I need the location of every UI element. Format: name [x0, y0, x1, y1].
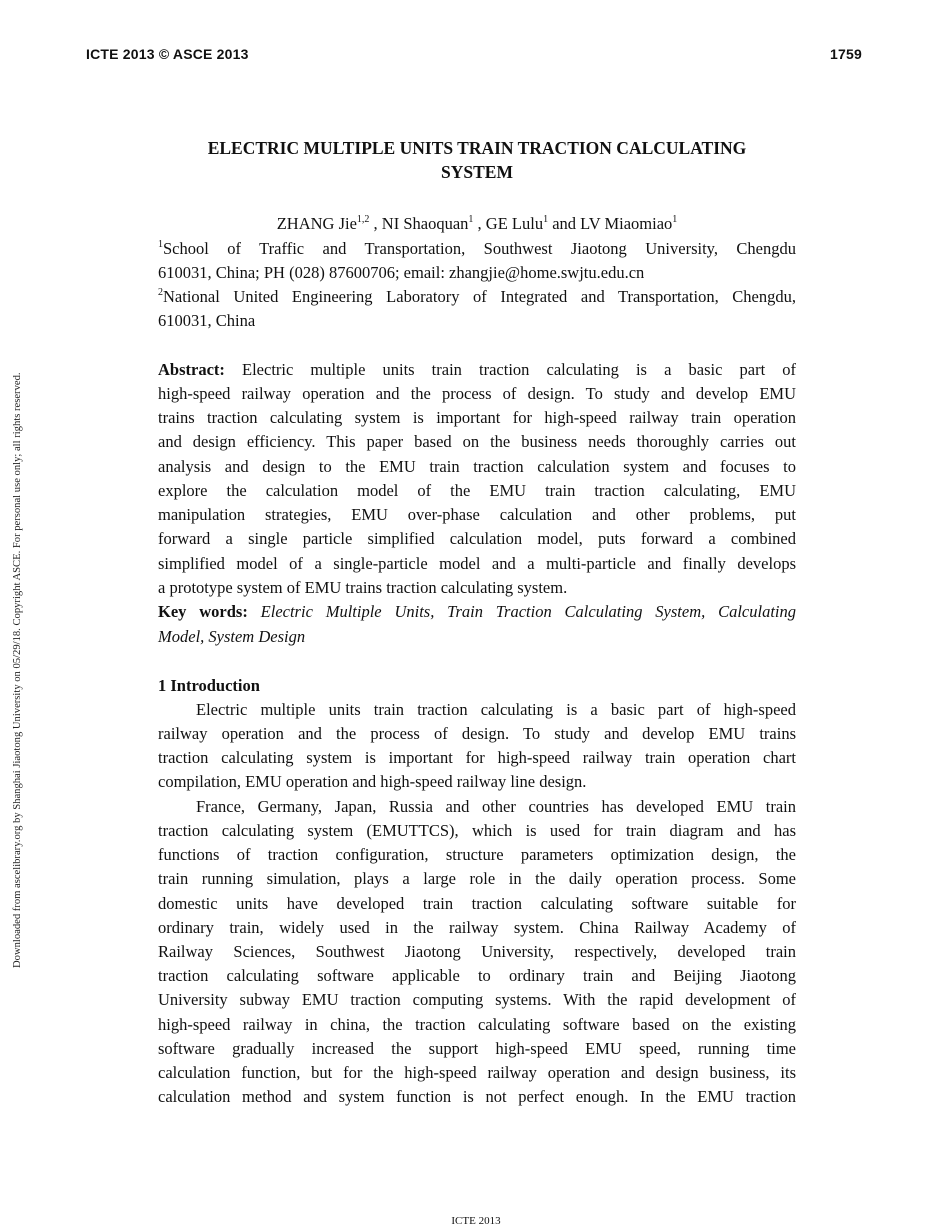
- affiliation-2-cont: 610031, China: [158, 311, 256, 330]
- body-line: Railway Sciences, Southwest Jiaotong University, respectively, developed train: [158, 942, 796, 961]
- author-affiliation-mark: 1: [468, 213, 474, 225]
- paper-title-line-1: ELECTRIC MULTIPLE UNITS TRAIN TRACTION CALCULATING: [207, 138, 747, 158]
- body-line: University subway EMU traction computing systems. With the rapid development of: [158, 990, 796, 1009]
- abstract-first-line: [158, 360, 796, 380]
- author-list: [158, 214, 796, 234]
- author-affiliation-mark: 1,2: [356, 213, 370, 225]
- body-line: Electric multiple units train traction calculating is a basic part of high-speed: [196, 700, 796, 719]
- body-line: France, Germany, Japan, Russia and other countries has developed EMU train: [196, 797, 796, 816]
- affiliation-2: [158, 287, 796, 307]
- affiliation-mark: 1: [158, 238, 163, 250]
- body-line: traction calculating system is important for high-speed railway train operation chart: [158, 748, 796, 767]
- download-notice: Downloaded from ascelibrary.org by Shanghai Jiaotong University on 05/29/18. Copyright ASCE. For personal use only; all rights reserved.: [12, 372, 23, 968]
- keywords-line: [158, 602, 796, 622]
- body-line: railway operation and the process of design. To study and develop EMU trains: [158, 724, 796, 743]
- page-footer: ICTE 2013: [451, 1215, 501, 1227]
- author-affiliation-mark: 1: [543, 213, 549, 225]
- abstract-line: simplified model of a single-particle model and a multi-particle and finally develops: [158, 554, 796, 573]
- body-line: software gradually increased the support high-speed EMU speed, running time: [158, 1039, 796, 1058]
- abstract-line: and design efficiency. This paper based on the business needs thoroughly carries out: [158, 432, 796, 451]
- abstract-line: analysis and design to the EMU train traction calculation system and focuses to: [158, 457, 796, 476]
- body-line: compilation, EMU operation and high-speed railway line design.: [158, 772, 587, 791]
- affiliation-text: School of Traffic and Transportation, Southwest Jiaotong University, Chengdu: [163, 239, 796, 258]
- keywords-text: Electric Multiple Units, Train Traction Calculating System, Calculating: [247, 602, 796, 621]
- author-name: , GE Lulu: [473, 214, 544, 233]
- abstract-line: forward a single particle simplified calculation model, puts forward a combined: [158, 529, 796, 548]
- section-heading: [158, 676, 796, 696]
- abstract-text: Electric multiple units train traction calculating is a basic part of: [224, 360, 796, 379]
- running-header-left: ICTE 2013 © ASCE 2013: [86, 46, 249, 62]
- author-name: ZHANG Jie: [276, 214, 357, 233]
- abstract-label: Abstract:: [158, 360, 225, 379]
- paper-title-line-2: SYSTEM: [441, 162, 513, 182]
- keywords-text: Model, System Design: [158, 627, 306, 646]
- keywords-label: Key words:: [158, 602, 248, 621]
- body-line: functions of traction configuration, structure parameters optimization design, the: [158, 845, 796, 864]
- affiliation-1-cont: 610031, China; PH (028) 87600706; email: zhangjie@home.swjtu.edu.cn: [158, 263, 645, 282]
- affiliation-mark: 2: [158, 286, 163, 298]
- abstract-line: manipulation strategies, EMU over-phase calculation and other problems, put: [158, 505, 796, 524]
- body-line: traction calculating system (EMUTTCS), which is used for train diagram and has: [158, 821, 796, 840]
- affiliation-1: [158, 239, 796, 259]
- body-line: ordinary train, widely used in the railway system. China Railway Academy of: [158, 918, 796, 937]
- author-affiliation-mark: 1: [672, 213, 678, 225]
- author-name: and LV Miaomiao: [548, 214, 673, 233]
- abstract-line: explore the calculation model of the EMU train traction calculating, EMU: [158, 481, 796, 500]
- abstract-line: high-speed railway operation and the process of design. To study and develop EMU: [158, 384, 796, 403]
- abstract-line: trains traction calculating system is important for high-speed railway train operation: [158, 408, 796, 427]
- affiliation-text: National United Engineering Laboratory of Integrated and Transportation, Chengdu,: [163, 287, 796, 306]
- author-name: , NI Shaoquan: [369, 214, 469, 233]
- body-line: high-speed railway in china, the traction calculating software based on the existing: [158, 1015, 796, 1034]
- section-heading-text: 1 Introduction: [158, 676, 260, 695]
- body-line: calculation function, but for the high-speed railway operation and design business, its: [158, 1063, 796, 1082]
- body-line: calculation method and system function is not perfect enough. In the EMU traction: [158, 1087, 796, 1106]
- page-number: 1759: [830, 46, 862, 62]
- body-line: train running simulation, plays a large role in the daily operation process. Some: [158, 869, 796, 888]
- keywords-cont: [158, 627, 796, 647]
- abstract-last-line: a prototype system of EMU trains traction calculating system.: [158, 578, 568, 597]
- body-line: domestic units have developed train traction calculating software suitable for: [158, 894, 796, 913]
- body-line: traction calculating software applicable to ordinary train and Beijing Jiaotong: [158, 966, 796, 985]
